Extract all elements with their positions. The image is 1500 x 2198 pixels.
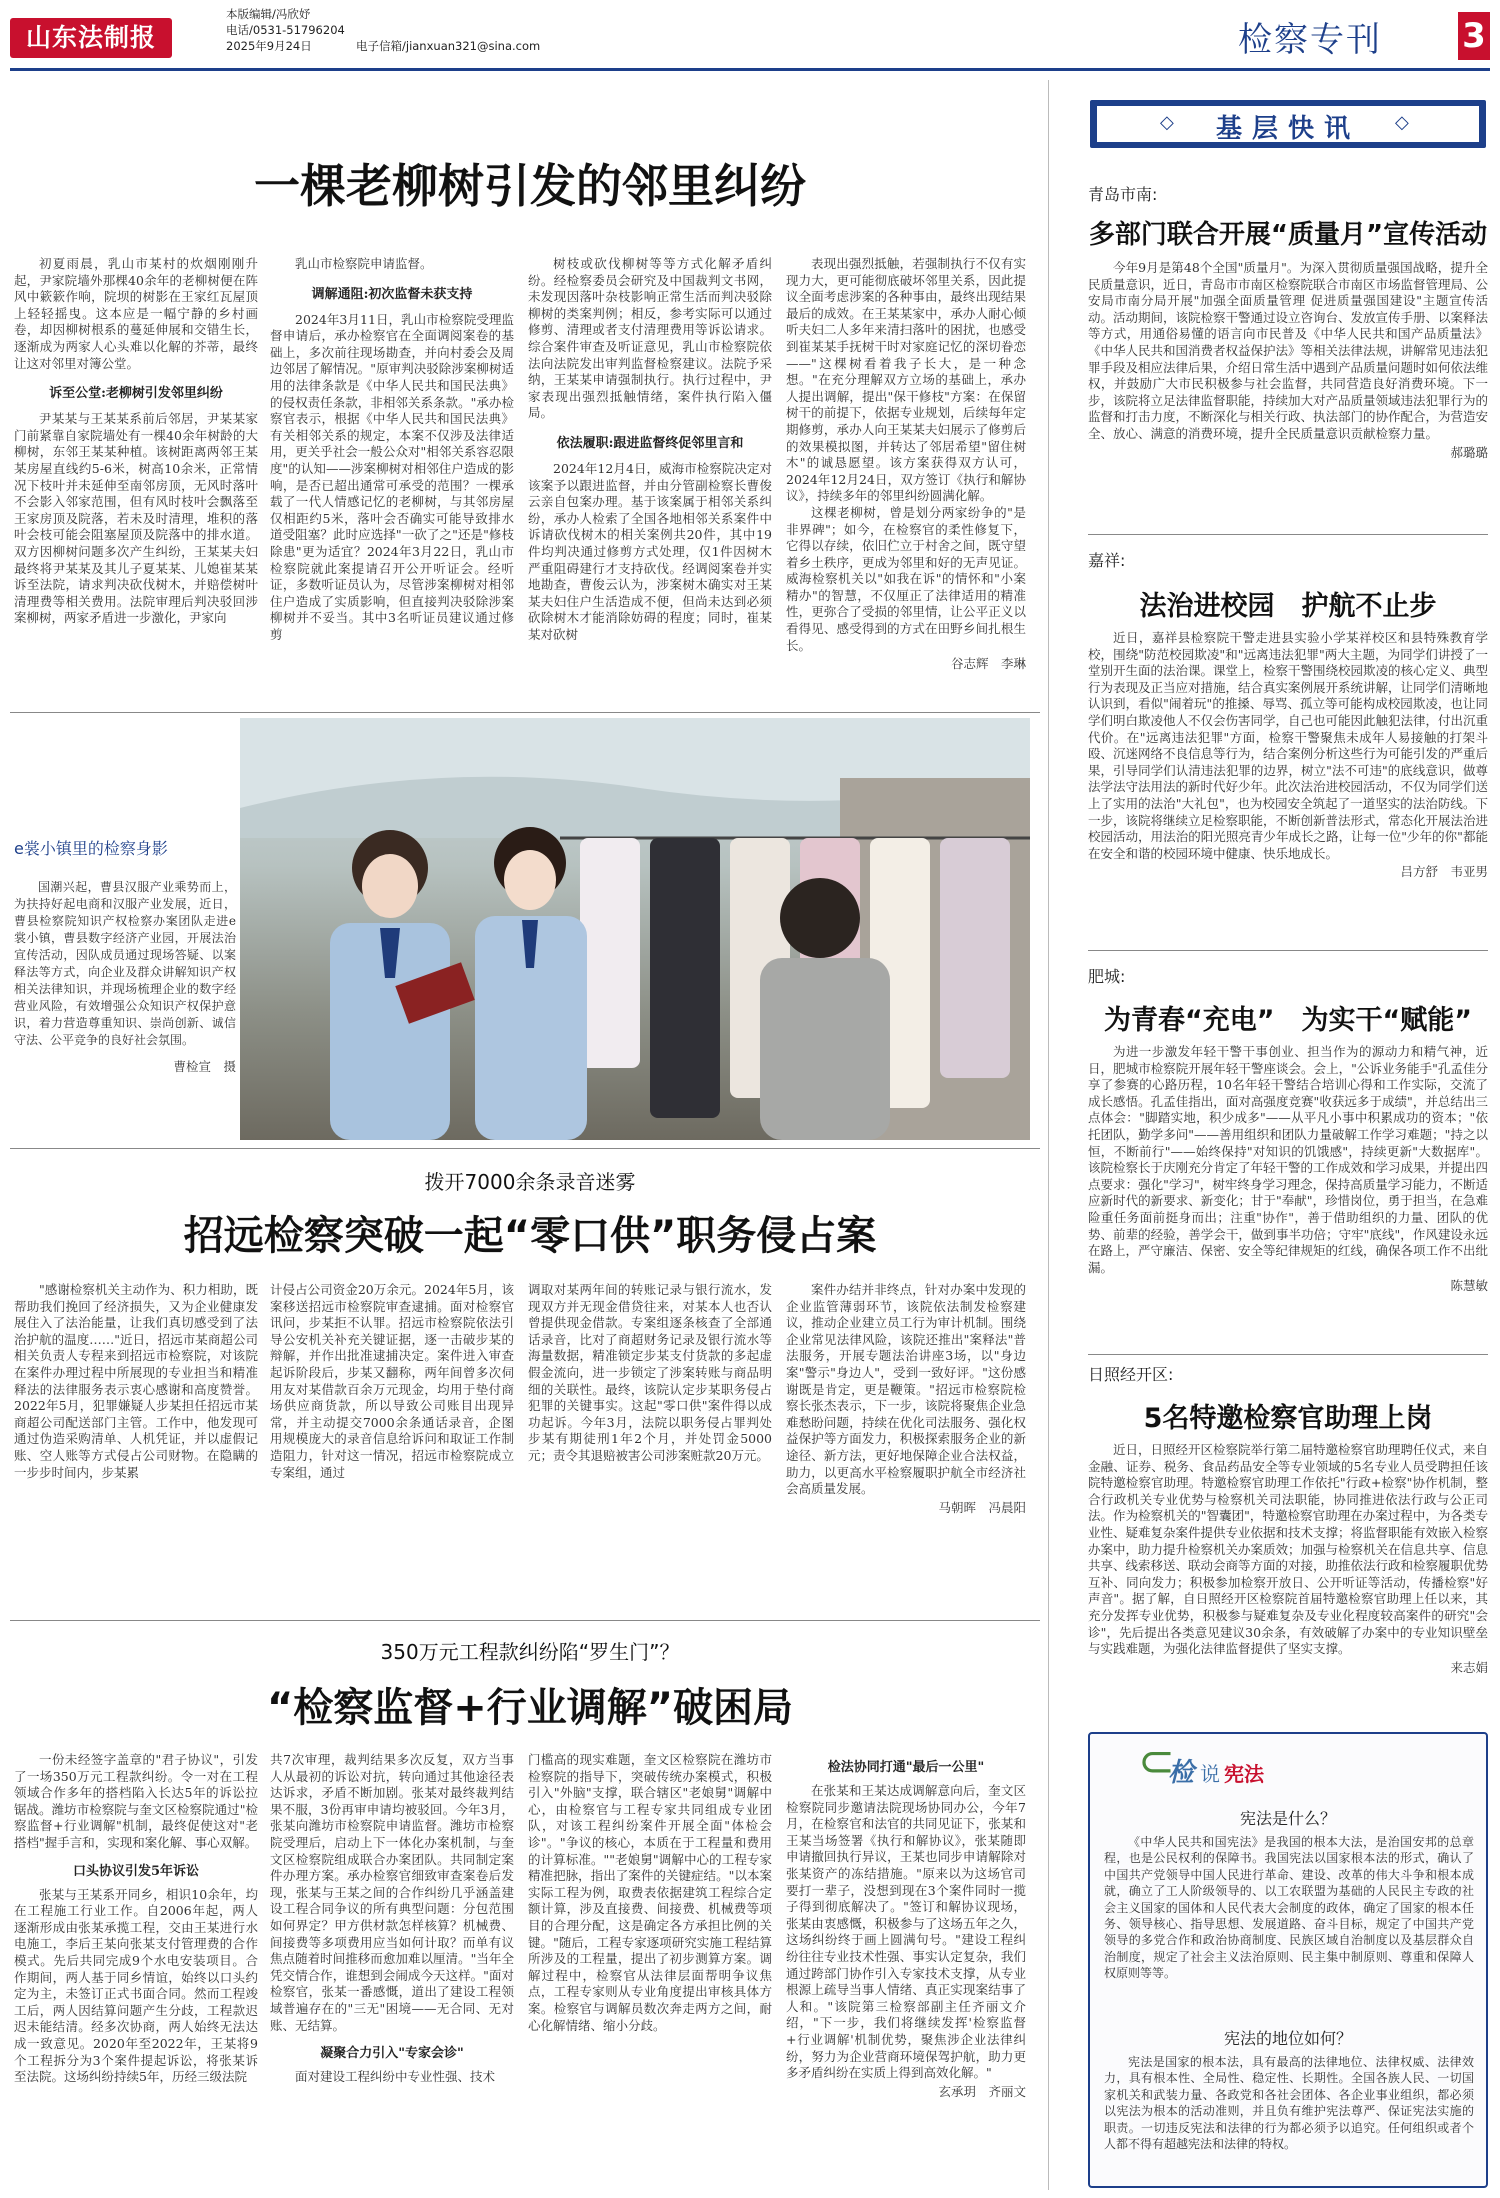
photo-scene (240, 718, 1030, 1140)
paperclip-icon: ⊂ (1138, 1736, 1175, 1787)
sidebar-header-box (1090, 100, 1486, 148)
article3-title: “检察监督+行业调解”破困局 (266, 1685, 794, 1731)
sidebar-item-3-title: 为青春“充电” 为实干“赋能” (1104, 1005, 1472, 1036)
sidebar-item-3-body (1088, 1044, 1488, 1344)
photo-caption-text: 国潮兴起，曹县汉服产业乘势而上，为扶持好起电商和汉服产业发展，近日，曹县检察院知识产权检察办案团队走进e裳小镇，曹县数字经济产业园，开展法治宣传活动，因队成员通过现场答疑、以案释法等方式，向企业及群众讲解知识产权相关法律知识，并现场梳理企业的数字经营业风险，有效增强公众知识产权保护意识，着力营造尊重知识、崇尚创新、诚信守法、公平竞争的良好社会氛围。 (14, 880, 236, 1047)
newspaper-logo-text: 山东法制报 (25, 23, 156, 52)
lead-article-title: 一棵老柳树引发的邻里纠纷 (254, 159, 806, 213)
lead-byline: 谷志辉 李琳 (950, 656, 1026, 672)
constitution-a1-box (1104, 1834, 1474, 2022)
constitution-badge-shuo: 说 (1200, 1762, 1220, 1786)
sidebar-item-3-text: 为进一步激发年轻干警干事创业、担当作为的源动力和精气神，近日，肥城市检察院开展年轻干警座谈会。会上，"公诉业务能手"孔孟佳分享了参赛的心路历程，10名年轻干警结合培训心得和工作实际，交流了成长感悟。孔孟佳指出，面对高强度竞赛"收获远多于成绩"，并总结出三点体会："脚踏实地，积少成多"——从平凡小事中积累成功的资本；"依托团队，勤学多问"——善用组织和团队力量破解工作学习难题；"持之以恒，不断前行"——始终保持"对知识的饥饿感"，持续更新"大数据库"。该院检察长于庆刚充分肯定了年轻干警的工作成效和学习成果，并提出四点要求：强化"学习"，树牢终身学习理念，保持高质量学习能力，不断适应新时代的新要求、新变化；甘于"奉献"，珍惜岗位，勇于担当，在急难险重任务面前挺身而出；注重"协作"，善于借助组织的力量、团队的优势、前辈的经验，善学会干，做到事半功倍；守牢"底线"，作风建设永远在路上，严守廉洁、保密、安全等纪律规矩的红线，确保各项工作不出纰漏。 (1088, 1044, 1488, 1275)
article2-col2 (270, 1282, 514, 1608)
article2-byline: 马朝晖 冯晨阳 (938, 1499, 1026, 1515)
sidebar-item-1-body (1088, 260, 1488, 580)
sidebar-item-4-location: 日照经开区: (1088, 1365, 1174, 1384)
constitution-a2-box (1104, 2054, 1474, 2180)
news-photo (240, 718, 1030, 1140)
sidebar-rule-2 (1088, 950, 1488, 951)
sidebar-item-3-location: 肥城: (1088, 967, 1126, 986)
lead-col2-para: 乳山市检察院申请监督。 (295, 256, 433, 271)
sidebar-item-2-byline: 吕方舒 韦亚男 (1400, 864, 1488, 880)
lead-subhead-1: 诉至公堂:老柳树引发邻里纠纷 (49, 386, 223, 402)
photo-credit: 曹检宣 摄 (173, 1059, 236, 1074)
sidebar-item-1-text: 今年9月是第48个全国"质量月"。为深入贯彻质量强国战略，提升全民质量意识，近日，青岛市市南区检察院联合市南区市场监督管理局、公安局市南分局开展"加强全面质量管理 促进质量强国建设"主题宣传活动。活动期间，该院检察干警通过设立咨询台、发放宣传手册、以案释法等方式，用通俗易懂的语言向市民普及《中华人民共和国产品质量法》《中华人民共和国消费者权益保护法》等相关法律法规，讲解常见违法犯罪手段及相应法律后果，介绍日常生活中遇到产品质量问题时如何依法维权，并鼓励广大市民积极参与社会监督，共同营造良好消费环境。下一步，该院将立足法律监督职能，持续加大对产品质量领域违法犯罪行为的监督和打击力度，不断深化与相关行政、执法部门的协作配合，为营造安全、放心、满意的消费环境，提升全民质量意识贡献检察力量。 (1088, 260, 1488, 441)
page-number-badge: 3 (1458, 12, 1490, 60)
editor-info: 本版编辑/冯欣妤 (226, 7, 311, 21)
masthead (0, 0, 1500, 72)
photo-caption-title: e裳小镇里的检察身影 (14, 839, 168, 858)
article2-bottom-rule (10, 1620, 1040, 1621)
constitution-q2: 宪法的地位如何？ (1223, 2029, 1352, 2048)
lead-col4-para: 表现出强烈抵触，若强制执行不仅有实现力大，更可能彻底破坏邻里关系，因此提议全面考虑涉案的各种事由，最终出现结果最后的成效。在王某某家中，承办人耐心倾听夫妇二人多年来清扫落叶的困扰，也感受到崔某某手抚树干时对家庭记忆的深切眷恋——"这棵树看着我子长大，是一种念想。"在充分理解双方立场的基础上，承办人提出调解，提出"保干修枝"方案：在保留树干的前提下，依据专业规划，后续每年定期修剪，承办人向王某某夫妇展示了修剪后的效果模拟图，并转达了邻居希望"留住树木"的诚恳愿望。该方案获得双方认可，2024年12月24日，双方签订《执行和解协议》，持续多年的邻里纠纷圆满化解。 (786, 256, 1026, 504)
lead-col4b-para: 这棵老柳树，曾是划分两家纷争的"是非界碑"；如今，在检察官的柔性修复下，它得以存续，依旧伫立于村舍之间，既守望着乡土秩序，更成为邻里和好的无声见证。威海检察机关以"如我在诉"的情怀和"小案精办"的智慧，不仅厘正了法律适用的精准性，更弥合了受损的邻里情，让公平正义以看得见、感受得到的方式在田野乡间扎根生长。 (786, 504, 1026, 653)
sidebar-item-4-body (1088, 1442, 1488, 1742)
article2-col1-para: "感谢检察机关主动作为、积力相助，既帮助我们挽回了经济损失，又为企业健康发展住入了法治能量，让我们真切感受到了法治护航的温度……"近日，招远市某商超公司相关负责人专程来到招远市检察院，对该院在案件办理过程中所展现的专业担当和精准释法的法律服务表示衷心感谢和高度赞誉。2022年5月，犯罪嫌疑人步某担任招远市某商超公司配送部门主管。工作中，他发现可通过伪造采购清单、人机凭证，并以虚假记账、空人账等方式侵占公司财物。在隐瞒的一步步时间内，步某累 (14, 1282, 258, 1480)
sidebar-item-1-title: 多部门联合开展“质量月”宣传活动 (1088, 220, 1488, 250)
article3-col3-para: 门槛高的现实难题，奎文区检察院在潍坊市检察院的指导下，突破传统办案模式，积极引入"外脑"支撑，联合辖区"老娘舅"调解中心，由检察官与工程专家共同组成专业团队，对该工程纠纷案件开展全面"体检会诊"。"争议的核心，本质在于工程量和费用的计算标准。""老娘舅"调解中心的工程专家精准把脉，指出了案件的关键症结。"以本案实际工程为例，取费表依据建筑工程综合定额计算，涉及直接费、间接费、机械费等项目的合理分配，这是确定各方承担比例的关键。"随后，工程专家逐项研究实施工程结算所涉及的工程量，提出了初步测算方案。调解过程中，检察官从法律层面帮明争议焦点，工程专家则从专业角度提出审核具体方案。检察官与调解员数次奔走两方之间，耐心化解情绪、缩小分歧。 (528, 1752, 772, 2033)
article3-col1 (14, 1752, 258, 2192)
lead-article-col1 (14, 256, 258, 700)
constitution-badge-xianfa: 宪法 (1224, 1762, 1264, 1786)
article3-col1b-para: 张某与王某系开同乡，相识10余年，均在工程施工行业工作。自2006年起，两人逐渐形成由张某承揽工程，交由王某进行水电施工，李后王某向张某支付管理费的合作模式。先后共同完成9个水电安装项目。合作期间，两人基于同乡情谊，始终以口头约定为主，未签订正式书面合同。然而工程竣工后，两人因结算问题产生分歧，工程款迟迟未能结清。经多次协商，两人始终无法达成一致意见。2020年至2022年，王某将9个工程拆分为3个案件提起诉讼，将张某诉至法院。这场纠纷持续5年，历经三级法院 (14, 1886, 258, 2085)
sidebar-header-title: 基层快讯 (1215, 114, 1360, 144)
lead-col1-para: 初夏雨晨，乳山市某村的炊烟刚刚升起，尹家院墙外那棵40余年的老柳树便在阵风中簌簌作响，院坝的树影在王家红瓦屋顶上轻轻摇曳。这本应是一幅宁静的乡村画卷，却因柳树根系的蔓延伸展和交错生长，逐渐成为两家人心头难以化解的芥蒂，最终让这对邻里对簿公堂。 (14, 256, 258, 371)
article3-col2b-para: 面对建设工程纠纷中专业性强、技术 (295, 2069, 496, 2085)
photo-bottom-rule (10, 1148, 1040, 1149)
article3-col2 (270, 1752, 514, 2192)
sidebar-item-2-body (1088, 630, 1488, 930)
sidebar-item-4-text: 近日，日照经开区检察院举行第二届特邀检察官助理聘任仪式，来自金融、证券、税务、食品药品安全等专业领域的5名专业人员受聘担任该院特邀检察官助理。特邀检察官助理工作依托"行政+检察"协作机制，整合行政机关专业优势与检察机关司法职能，协同推进依法行政与公正司法。作为检察机关的"智囊团"，特邀检察官助理在办案过程中，为各类专业性、疑难复杂案件提供专业依据和技术支撑；将监督职能有效嵌入检察办案中，助力提升检察机关办案质效；加强与检察机关在信息共享、信息共享、线索移送、联动会商等方面的对接，助推依法行政和检察履职优势互补、同向发力；积极参加检察开放日、公开听证等活动，传播检察"好声音"。据了解，自日照经开区检察院首届特邀检察官助理上任以来，其充分发挥专业优势，积极参与疑难复杂及专业化程度较高案件的研究"会诊"，先后提出各类意见建议30余条，有效破解了办案中的专业知识壁垒与实践难题，为强化法律监督提供了坚实支撑。 (1088, 1442, 1488, 1657)
article2-col2-para: 计侵占公司资金20万余元。2024年5月，该案移送招远市检察院审查逮捕。面对检察官讯问，步某拒不认罪。招远市检察院依法引导公安机关补充关键证据，逐一击破步某的辩解，并作出批准逮捕决定。案件进入审查起诉阶段后，步某又翻称，两年间曾多次伺用友对某借款百余万元现金，均用于垫付商场供应商货款，所以导致公司账目出现异常，并主动提交7000余条通话录音，企图用规模庞大的录音信息给诉问和取证工作制造阻力，针对这一情况，招远市检察院成立专案组，通过 (270, 1282, 514, 1480)
sidebar-item-4-title: 5名特邀检察官助理上岗 (1143, 1403, 1433, 1434)
article3-col2-para: 共7次审理，裁判结果多次反复，双方当事人从最初的诉讼对抗，转向通过其他途径表达诉求，矛盾不断加剧。张某对最终裁判结果不服，3份再审申请均被驳回。今年3月，张某向潍坊市检察院申请监督。潍坊市检察院受理后，启动上下一体化办案机制，与奎文区检察院组成联合办案团队。共同制定案件办理方案。承办检察官细致审查案卷后发现，张某与王某之间的合作纠纷几乎涵盖建设工程合同争议的所有典型问题：分包范围如何界定？甲方供材款怎样核算？机械费、间接费等多项费用应当如何计取？而单有议焦点随着时间推移而愈加难以厘清。"当年全凭交情合作，谁想到会闹成今天这样。"面对检察官，张某一番感慨，道出了建设工程领域普遍存在的"三无"困境——无合同、无对账、无结算。 (270, 1752, 514, 2033)
lead-article-col4 (786, 256, 1026, 700)
lead-col3-para: 树枝或砍伐柳树等等方式化解矛盾纠纷。经检察委员会研究及中国裁判文书网，未发现因落叶杂枝影响正常生活而判决驳除柳树的类案判例；相反，参考实际可以通过修剪、清理或者支付清理费用等诉讼请求。综合案件审查及听证意见，乳山市检察院依法向法院发出审判监督检察建议。法院予采纳，王某某申请强制执行。执行过程中，尹家表现出强烈抵触情绪，案件执行陷入僵局。 (528, 256, 772, 421)
article3-col1-para: 一份未经签字盖章的"君子协议"，引发了一场350万元工程款纠纷。令一对在工程领域合作多年的搭档陷入长达5年的诉讼拉锯战。潍坊市检察院与奎文区检察院通过"检察监督+行业调解"机制，最终促使这对"老搭档"握手言和，实现和案化解、事心双解。 (14, 1752, 258, 1850)
sidebar-divider (1048, 80, 1049, 2190)
photo-caption-box (14, 836, 236, 1126)
prosecutor-figure-2 (475, 827, 587, 1140)
sidebar-item-3-byline: 陈慧敏 (1450, 1278, 1488, 1294)
article2-col1 (14, 1282, 258, 1608)
sidebar-rule-1 (1088, 534, 1488, 535)
lead-col2b-para: 2024年3月11日，乳山市检察院受理监督申请后，承办检察官在全面调阅案卷的基础上，多次前往现场勘查，并向村委会及周边邻居了解情况。"原审判决驳除涉案柳树适用的法律条款是《中华人民共和国民法典》的侵权责任条款，非相邻关系条款。"承办检察官表示，根据《中华人民共和国民法典》有关相邻关系的规定，本案不仅涉及法律适用，更关乎社会一般公众对"相邻关系容忍限度"的认知——涉案柳树对相邻住户造成的影响，是否已超出通常可承受的范围？一棵承载了一代人情感记忆的老柳树，与其邻房屋仅相距约5米，落叶会否确实可能导致排水道受阻塞？此时应选择"一砍了之"还是"修枝除患"更为适宜？2024年3月22日，乳山市检察院就此案提请召开公开听证会。经听证，多数听证员认为，尽管涉案柳树对相邻住户造成了实质影响，但直接判决驳除涉案柳树并不妥当。其中3名听证员建议通过修剪 (270, 311, 514, 642)
article2-kicker: 拨开7000余条录音迷雾 (424, 1170, 636, 1194)
diamond-right-icon: ◇ (1395, 112, 1409, 133)
section-title: 检察专刊 (1238, 20, 1382, 60)
lead-col3b-para: 2024年12月4日，威海市检察院决定对该案予以跟进监督，并由分管副检察长曹俊云亲自包案办理。基于该案属于相邻关系纠纷，承办人检索了全国各地相邻关系案件中诉请砍伐树木的相关案例共20件，其中19件均判决通过修剪方式处理，仅1件因树木严重阻碍建行才支持砍伐。经调阅案卷并实地勘查，曹俊云认为，涉案树木确实对王某某夫妇住户生活造成不便，但尚未达到必须砍除树木才能消除妨碍的程度；同时，崔某某对砍树 (528, 460, 772, 642)
phone-info: 电话/0531-51796204 (226, 23, 345, 37)
sidebar-rule-3 (1088, 1354, 1488, 1355)
article2-title: 招远检察突破一起“零口供”职务侵占案 (183, 1213, 877, 1259)
constitution-q1: 宪法是什么？ (1239, 1809, 1336, 1828)
issue-date: 2025年9月24日 (226, 39, 312, 53)
article2-col3 (528, 1282, 772, 1608)
article3-kicker: 350万元工程款纠纷陷“罗生门”？ (380, 1640, 680, 1664)
article3-col4-para: 在张某和王某达成调解意向后，奎文区检察院同步邀请法院现场协同办公，今年7月，在检察官和法官的共同见证下，张某和王某当场签署《执行和解协议》，张某随即申请撤回执行异议，王某也同步申请解除对张某资产的冻结措施。"原来以为这场官司要打一辈子，没想到现在3个案件同时一揽子得到彻底解决了。"签订和解协议现场，张某由衷感慨，积极参与了这场五年之久，这场纠纷终于画上圆满句号。"建设工程纠纷往往专业技术性强、事实认定复杂，我们通过跨部门协作引入专家技术支撑，从专业根源上疏导当事人情绪、真正实现案结事了人和。"该院第三检察部副主任齐丽文介绍，"下一步，我们将继续发挥'检察监督+行业调解'机制优势，聚焦涉企业法律纠纷，努力为企业营商环境保驾护航，助力更多矛盾纠纷在实质上得到高效化解。" (786, 1783, 1026, 2081)
article3-subhead-3: 检法协同打通"最后一公里" (827, 1760, 985, 1775)
article2-col4 (786, 1282, 1026, 1608)
constitution-a2: 宪法是国家的根本法，具有最高的法律地位、法律权威、法律效力，具有根本性、全局性、稳定性、长期性。全国各族人民、一切国家机关和武装力量、各政党和各社会团体、各企业事业组织，都必须以宪法为根本的活动准则，并且负有维护宪法尊严、保证宪法实施的职责。一切违反宪法和法律的行为都必须予以追究。任何组织或者个人都不得有超越宪法和法律的特权。 (1104, 2055, 1474, 2152)
sidebar-item-1-byline: 郝璐璐 (1450, 444, 1488, 460)
article3-col3 (528, 1752, 772, 2192)
sidebar-item-2-title: 法治进校园 护航不止步 (1139, 591, 1437, 622)
sidebar-item-2-location: 嘉祥: (1088, 551, 1126, 570)
photo-top-rule (10, 712, 1040, 713)
lead-article-col3 (528, 256, 772, 700)
lead-subhead-3: 依法履职:跟进监督终促邻里言和 (556, 435, 744, 451)
article2-col3-para: 调取对某两年间的转账记录与银行流水，发现双方并无现金借贷往来，对某本人也否认曾提供现金借款。专案组逐条核查了全部通话录音，比对了商超财务记录及银行流水等海量数据，精准锁定步某支付货款的多起虚假金流向，进一步锁定了涉案转账与商品明细的关联性。最终，该院认定步某职务侵占犯罪的关键事实。这起"零口供"案件得以成功起诉。今年3月，法院以职务侵占罪判处步某有期徒刑1年2个月，并处罚金5000元；责令其退赔被害公司涉案赃款20万元。 (528, 1282, 772, 1463)
sidebar-item-2-text: 近日，嘉祥县检察院干警走进县实验小学某祥校区和县特殊教育学校，围绕"防范校园欺凌"和"远离违法犯罪"两大主题，为同学们讲授了一堂别开生面的法治课。课堂上，检察干警围绕校园欺凌的核心定义、典型行为表现及正当应对措施，结合真实案例展开系统讲解，让同学们清晰地认识到，看似"闹着玩"的推搡、辱骂、孤立等可能构成校园欺凌，也让同学们明白欺凌他人不仅会伤害同学，自己也可能因此触犯法律，付出沉重代价。在"远离违法犯罪"方面，检察干警聚焦未成年人易接触的打架斗殴、沉迷网络不良信息等行为，结合案例分析这些行为可能引发的严重后果，引导同学们认清违法犯罪的边界，树立"法不可违"的底线意识，做尊法学法守法用法的新时代好少年。此次法治进校园活动，不仅为同学们送上了实用的法治"大礼包"，也为校园安全筑起了一道坚实的法治防线。下一步，该院将继续立足检察职能，不断创新普法形式，常态化开展法治进校园活动，用法治的阳光照亮青少年成长之路，让每一位"少年的你"都能在安全和谐的校园环境中健康、快乐地成长。 (1088, 630, 1488, 861)
article3-subhead-2: 凝聚合力引入"专家会诊" (320, 2046, 464, 2062)
article2-col4-para: 案件办结并非终点，针对办案中发现的企业监管薄弱环节，该院依法制发检察建议，推动企业建立员工行为审计机制。围绕企业常见法律风险，该院还推出"案释法"普法服务，开展专题法治讲座3场，以"身边案"警示"身边人"，受到一致好评。"这份感谢既是肯定，更是鞭策。"招远市检察院检察长张杰表示，下一步，该院将聚焦企业急难愁盼问题，持续在优化司法服务、强化权益保护等方面发力，积极探索服务企业的新途径、新方法，更好地保障企业合法权益，助力，以更高水平检察履职护航全市经济社会高质量发展。 (786, 1282, 1026, 1497)
sidebar-item-1-location: 青岛市南: (1088, 185, 1158, 204)
constitution-badge-jian: 检 (1168, 1758, 1195, 1788)
article3-col4 (786, 1752, 1026, 2192)
article3-subhead-1: 口头协议引发5年诉讼 (72, 1863, 200, 1879)
diamond-left-icon: ◇ (1160, 112, 1174, 133)
article3-byline: 玄承玥 齐丽文 (938, 2083, 1026, 2099)
lead-article-col2 (270, 256, 514, 700)
lead-subhead-2: 调解通阻:初次监督未获支持 (311, 286, 473, 302)
email-info: 电子信箱/jianxuan321@sina.com (356, 39, 541, 53)
constitution-a1: 《中华人民共和国宪法》是我国的根本大法，是治国安邦的总章程，也是公民权利的保障书。我国宪法以国家根本法的形式，确认了中国共产党领导中国人民进行革命、建设、改革的伟大斗争和根本成就，确立了工人阶级领导的、以工农联盟为基础的人民民主专政的社会主义国家的国体和人民代表大会制度的政体，确定了国家的根本任务、领导核心、指导思想、发展道路、奋斗目标，规定了中国共产党领导的多党合作和政治协商制度、民族区域自治制度以及基层群众自治制度，规定了社会主义法治原则、民主集中制原则、尊重和保障人权原则等等。 (1104, 1835, 1474, 1981)
prosecutor-figure-1 (330, 830, 475, 1140)
masthead-rule (10, 68, 1490, 71)
lead-col1b-para: 尹某某与王某某系前后邻居，尹某某家门前紧靠自家院墙处有一棵40余年树龄的大柳树，东邻王某某种植。该树距离两邻王某某房屋直线约5-6米，树高10余米，正常情况下枝叶并未延伸至南邻房顶，无风时落叶不会影入邻家范围，但有风时枝叶会飘落至王家房顶及院落，若未及时清理，堆积的落叶会枝可能会阻塞屋顶及院落中的排水道。双方因柳树问题多次产生纠纷，王某某夫妇最终将尹某某及其儿子夏某某、儿媳崔某某诉至法院，请求判决砍伐树木，并赔偿树叶清理费等相关费用。法院审理后判决驳回涉案柳树，两家矛盾进一步激化，尹家向 (14, 411, 258, 626)
sidebar-item-4-byline: 来志娟 (1450, 1659, 1488, 1675)
